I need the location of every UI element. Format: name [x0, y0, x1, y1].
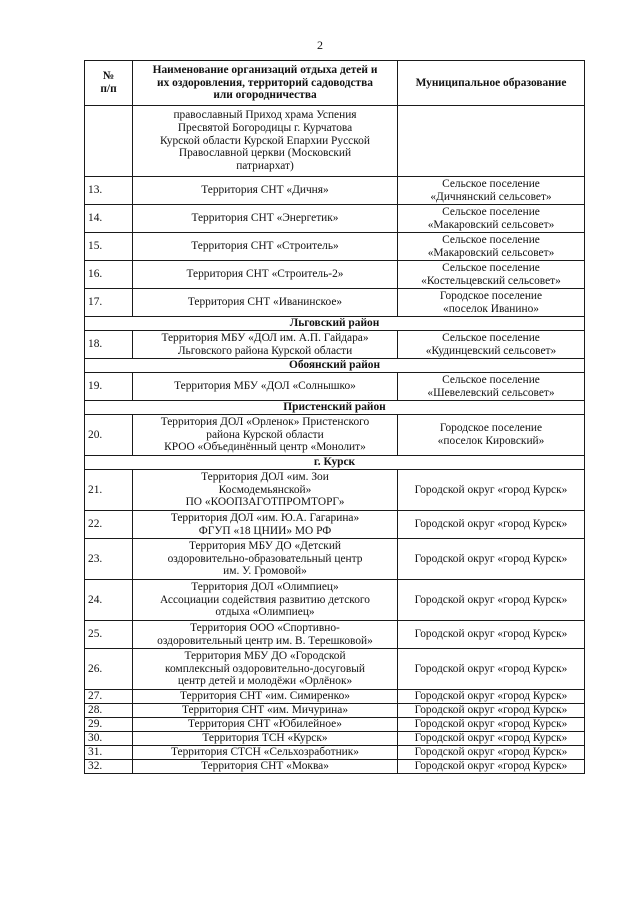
cell-organization: Территория СНТ «им. Симиренко» — [133, 690, 398, 704]
cell-number: 29. — [85, 718, 133, 732]
district-header-row — [85, 401, 585, 415]
cell-municipality: Городской округ «город Курск» — [398, 718, 585, 732]
district-name: Обоянский район — [85, 359, 585, 373]
table-row — [85, 470, 585, 511]
table-row — [85, 415, 585, 456]
table-body — [85, 106, 585, 774]
table-row — [85, 649, 585, 690]
cell-organization: Территория СНТ «Моква» — [133, 760, 398, 774]
table-row — [85, 539, 585, 580]
table-header-row — [85, 61, 585, 106]
cell-municipality: Городской округ «город Курск» — [398, 732, 585, 746]
table-row — [85, 732, 585, 746]
table-row — [85, 289, 585, 317]
district-name: Пристенский район — [85, 401, 585, 415]
cell-organization: Территория СНТ «Иванинское» — [133, 289, 398, 317]
district-header-row — [85, 456, 585, 470]
table-row — [85, 704, 585, 718]
cell-municipality: Городской округ «город Курск» — [398, 746, 585, 760]
cell-organization: Территория СНТ «Энергетик» — [133, 205, 398, 233]
cell-organization: Территория ДОЛ «им. Ю.А. Гагарина» ФГУП «18 ЦНИИ» МО РФ — [133, 511, 398, 539]
cell-number: 22. — [85, 511, 133, 539]
cell-number: 14. — [85, 205, 133, 233]
organizations-table — [84, 60, 585, 774]
cell-number: 13. — [85, 177, 133, 205]
cell-number: 26. — [85, 649, 133, 690]
header-number-label: № п/п — [100, 70, 117, 95]
cell-number: 24. — [85, 580, 133, 621]
cell-organization: Территория МБУ ДО «Городской комплексный оздоровительно-досуговый центр детей и молодёжи «Орлёнок» — [133, 649, 398, 690]
cell-municipality: Городской округ «город Курск» — [398, 580, 585, 621]
cell-municipality: Сельское поселение «Костельцевский сельсовет» — [398, 261, 585, 289]
cell-organization: Территория СНТ «Юбилейное» — [133, 718, 398, 732]
cell-organization: Территория СТСН «Сельхозработник» — [133, 746, 398, 760]
cell-municipality: Сельское поселение «Кудинцевский сельсовет» — [398, 331, 585, 359]
cell-municipality: Городской округ «город Курск» — [398, 539, 585, 580]
table-row — [85, 233, 585, 261]
cell-organization: Территория ООО «Спортивно- оздоровительный центр им. В. Терешковой» — [133, 621, 398, 649]
cell-municipality: Городской округ «город Курск» — [398, 690, 585, 704]
header-number — [85, 61, 133, 106]
table-row-continuation — [85, 106, 585, 177]
cell-organization: Территория ДОЛ «Орленок» Пристенского района Курской области КРОО «Объединённый центр «Монолит» — [133, 415, 398, 456]
cell-number: 19. — [85, 373, 133, 401]
header-municipality — [398, 61, 585, 106]
table-row — [85, 690, 585, 704]
cell-municipality: Городской округ «город Курск» — [398, 760, 585, 774]
cell-number: 30. — [85, 732, 133, 746]
cell-number: 28. — [85, 704, 133, 718]
cell-number: 18. — [85, 331, 133, 359]
cell-number: 17. — [85, 289, 133, 317]
table-row — [85, 205, 585, 233]
cell-municipality: Сельское поселение «Макаровский сельсовет» — [398, 205, 585, 233]
header-municipality-label: Муниципальное образование — [415, 76, 567, 89]
cell-organization: Территория ТСН «Курск» — [133, 732, 398, 746]
cell-municipality: Городской округ «город Курск» — [398, 511, 585, 539]
cell-municipality: Городской округ «город Курск» — [398, 621, 585, 649]
cell-municipality: Городской округ «город Курск» — [398, 704, 585, 718]
district-header-row — [85, 359, 585, 373]
cell-municipality: Сельское поселение «Макаровский сельсовет» — [398, 233, 585, 261]
table-row — [85, 760, 585, 774]
cell-organization: Территория СНТ «Дичня» — [133, 177, 398, 205]
header-organization — [133, 61, 398, 106]
cell-municipality: Городской округ «город Курск» — [398, 649, 585, 690]
cell-municipality: Городское поселение «поселок Кировский» — [398, 415, 585, 456]
cell-municipality: Сельское поселение «Дичнянский сельсовет» — [398, 177, 585, 205]
cell-organization: Территория СНТ «им. Мичурина» — [133, 704, 398, 718]
cell-organization: православный Приход храма Успения Пресвятой Богородицы г. Курчатова Курской области Курской Епархии Русской Православной церкви (Московский патриархат) — [133, 106, 398, 177]
cell-organization: Территория ДОЛ «им. Зои Космодемьянской» ПО «КООПЗАГОТПРОМТОРГ» — [133, 470, 398, 511]
cell-number: 25. — [85, 621, 133, 649]
table-row — [85, 746, 585, 760]
cell-municipality: Городское поселение «поселок Иванино» — [398, 289, 585, 317]
table-row — [85, 621, 585, 649]
cell-municipality: Сельское поселение «Шевелевский сельсовет» — [398, 373, 585, 401]
cell-number: 27. — [85, 690, 133, 704]
page-number: 2 — [317, 38, 323, 52]
cell-number — [85, 106, 133, 177]
cell-number: 16. — [85, 261, 133, 289]
cell-number: 20. — [85, 415, 133, 456]
cell-organization: Территория МБУ «ДОЛ им. А.П. Гайдара» Льговского района Курской области — [133, 331, 398, 359]
district-header-row — [85, 317, 585, 331]
cell-number: 15. — [85, 233, 133, 261]
district-name: Льговский район — [85, 317, 585, 331]
cell-organization: Территория СНТ «Строитель-2» — [133, 261, 398, 289]
district-name: г. Курск — [85, 456, 585, 470]
cell-number: 23. — [85, 539, 133, 580]
table-row — [85, 511, 585, 539]
table-row — [85, 331, 585, 359]
table-row — [85, 261, 585, 289]
table-row — [85, 177, 585, 205]
table-row — [85, 580, 585, 621]
cell-municipality: Городской округ «город Курск» — [398, 470, 585, 511]
cell-organization: Территория СНТ «Строитель» — [133, 233, 398, 261]
cell-organization: Территория ДОЛ «Олимпиец» Ассоциации содействия развитию детского отдыха «Олимпиец» — [133, 580, 398, 621]
cell-organization: Территория МБУ «ДОЛ «Солнышко» — [133, 373, 398, 401]
cell-number: 21. — [85, 470, 133, 511]
table-row — [85, 718, 585, 732]
table-row — [85, 373, 585, 401]
cell-number: 32. — [85, 760, 133, 774]
cell-municipality — [398, 106, 585, 177]
cell-number: 31. — [85, 746, 133, 760]
header-organization-label: Наименование организаций отдыха детей и их оздоровления, территорий садоводства или огородничества — [152, 63, 378, 102]
cell-organization: Территория МБУ ДО «Детский оздоровительно-образовательный центр им. У. Громовой» — [133, 539, 398, 580]
